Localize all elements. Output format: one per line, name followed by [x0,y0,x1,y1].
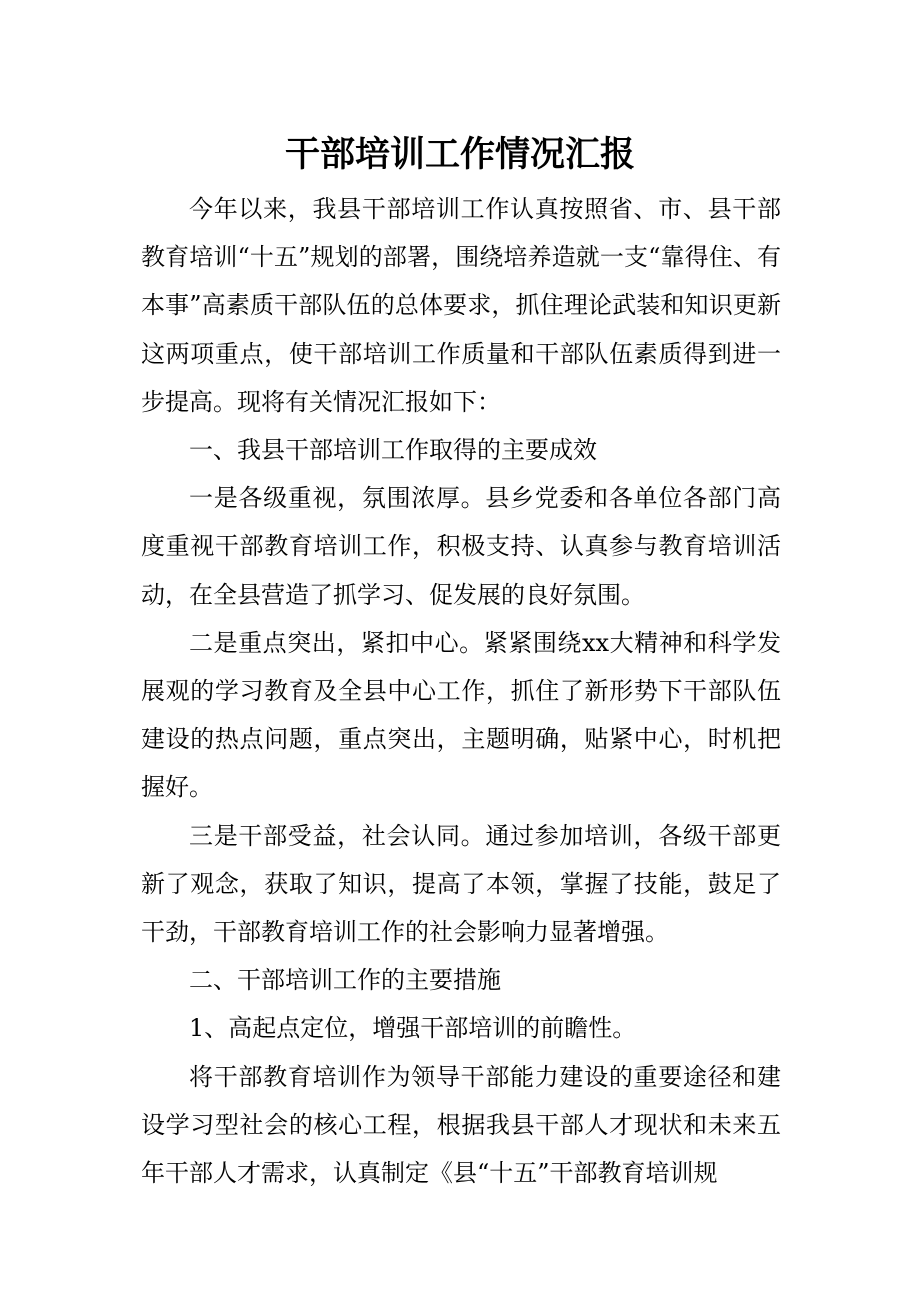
document-body [141,185,781,1197]
subheading-measure-1: 1、高起点定位，增强干部培训的前瞻性。 [189,1014,637,1043]
paragraph-measure-1: 将干部教育培训作为领导干部能力建设的重要途径和建设学习型社会的核心工程，根据我县干部人才现状和未来五年干部人才需求，认真制定《县“十五”干部教育培训规 [141,1062,781,1188]
paragraph-achievement-3: 三是干部受益，社会认同。通过参加培训，各级干部更新了观念，获取了知识，提高了本领，掌握了技能，鼓足了干劲，干部教育培训工作的社会影响力显著增强。 [141,821,781,947]
paragraph-achievement-2: 二是重点突出，紧扣中心。紧紧围绕xx大精神和科学发展观的学习教育及全县中心工作，抓住了新形势下干部队伍建设的热点问题，重点突出，主题明确，贴紧中心，时机把握好。 [141,628,781,802]
paragraph-intro: 今年以来，我县干部培训工作认真按照省、市、县干部教育培训“十五”规划的部署，围绕培养造就一支“靠得住、有本事”高素质干部队伍的总体要求，抓住理论武装和知识更新这两项重点，使干部培训工作质量和干部队伍素质得到进一步提高。现将有关情况汇报如下： [141,195,781,416]
section-heading-2: 二、干部培训工作的主要措施 [189,966,501,995]
paragraph-achievement-1: 一是各级重视，氛围浓厚。县乡党委和各单位各部门高度重视干部教育培训工作，积极支持、认真参与教育培训活动，在全县营造了抓学习、促发展的良好氛围。 [141,484,781,609]
document-title: 干部培训工作情况汇报 [284,135,635,175]
section-heading-1: 一、我县干部培训工作取得的主要成效 [189,436,597,465]
